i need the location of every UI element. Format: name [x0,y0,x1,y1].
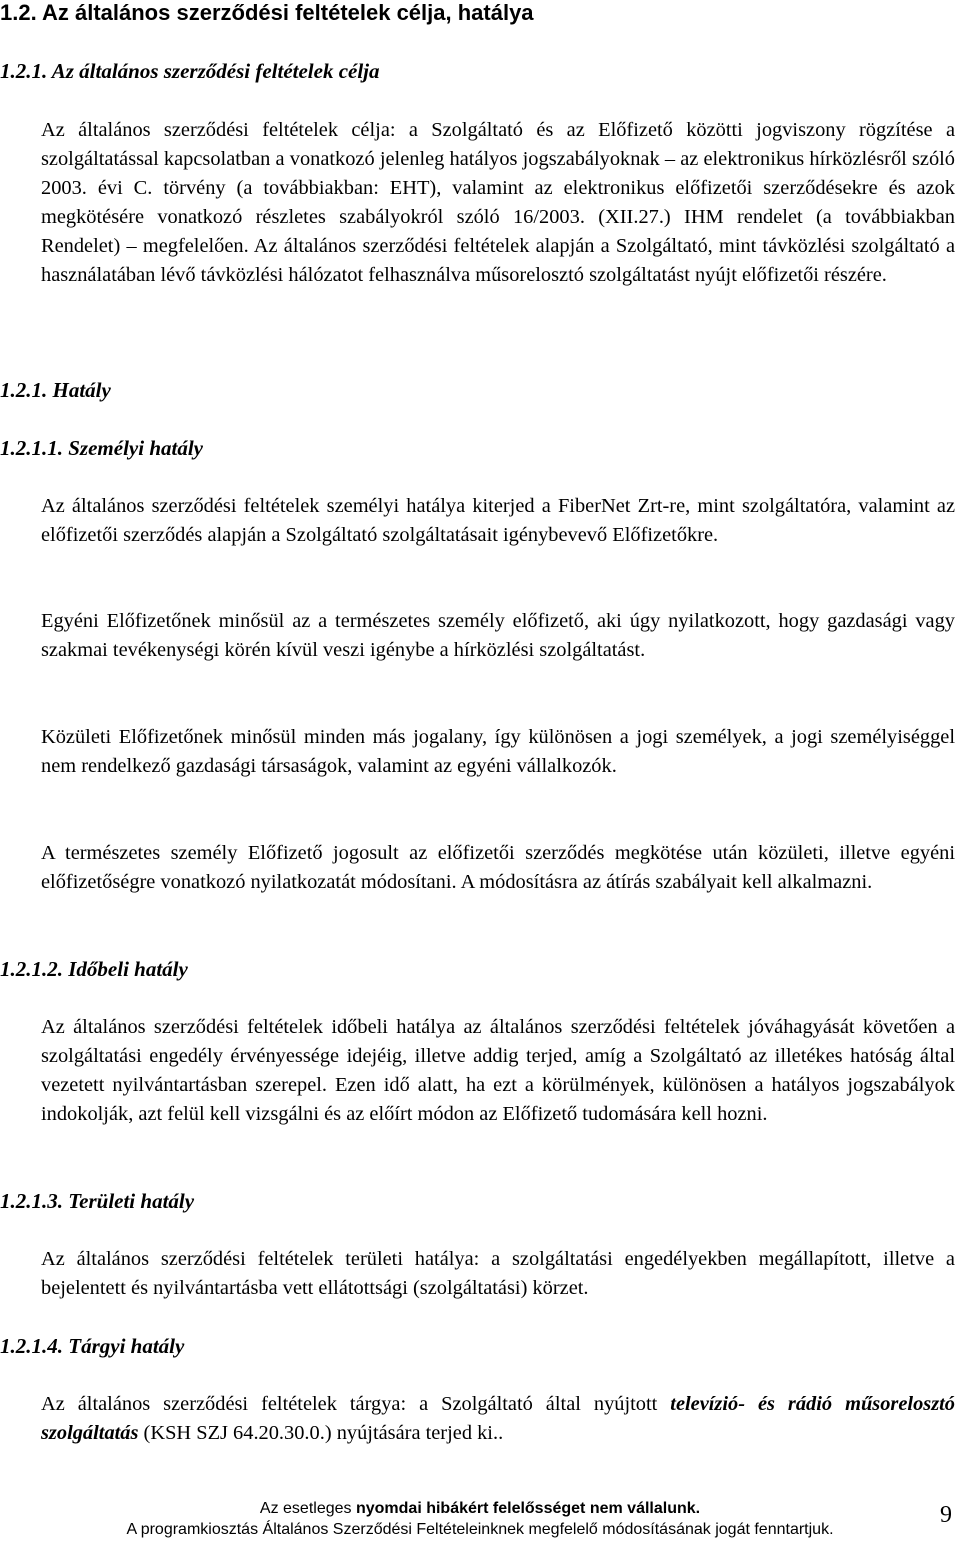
paragraph-szemelyi-1: Az általános szerződési feltételek személyi hatálya kiterjed a FiberNet Zrt-re, mint szolgáltatóra, valamint az előfizetői szerződés alapján a Szolgáltató szolgáltatásait igénybevevő Előfizetőkre. [41,495,955,546]
targyi-text-emphasis: televízió- és rádió műsorelosztó szolgáltatás [41,1393,955,1444]
footer-disclaimer [0,1499,960,1519]
paragraph-teruleti: Az általános szerződési feltételek területi hatálya: a szolgáltatási engedélyekben megállapított, illetve a bejelentett és nyilvántartásba vett ellátottsági (szolgáltatási) körzet. [41,1248,955,1299]
footer-program-notice: A programkiosztás Általános Szerződési Feltételeinknek megfelelő módosításának jogát fenntartjuk. [126,1521,834,1538]
footer-disclaimer-plain: Az esetleges [259,1500,356,1517]
footer-disclaimer-bold: nyomdai hibákért felelősséget nem vállalunk. [355,1500,701,1517]
heading-teruleti-hataly: 1.2.1.3. Területi hatály [0,1189,195,1213]
page-number: 9 [940,1502,952,1528]
paragraph-targyi [41,1390,955,1448]
subsection-heading-cel: 1.2.1. Az általános szerződési feltételek célja [0,59,380,83]
paragraph-szemelyi-2: Egyéni Előfizetőnek minősül az a természetes személy előfizető, aki úgy nyilatkozott, hogy gazdasági vagy szakmai tevékenységi körén kívül veszi igénybe a hírközlési szolgáltatást. [41,610,955,661]
heading-szemelyi-hataly: 1.2.1.1. Személyi hatály [0,436,203,460]
section-title: 1.2. Az általános szerződési feltételek célja, hatálya [0,0,534,25]
paragraph-szemelyi-3: Közületi Előfizetőnek minősül minden más jogalany, így különösen a jogi személyek, a jogi személyiséggel nem rendelkező gazdasági társaságok, valamint az egyéni vállalkozók. [41,726,955,777]
targyi-text-before: Az általános szerződési feltételek tárgya: a Szolgáltató által nyújtott [41,1393,671,1415]
paragraph-szemelyi-4: A természetes személy Előfizető jogosult az előfizetői szerződés megkötése után közületi, illetve egyéni előfizetőségre vonatkozó nyilatkozatát módosítani. A módosításra az átírás szabályait kell alkalmazni. [41,842,955,893]
heading-idobeli-hataly: 1.2.1.2. Időbeli hatály [0,957,188,981]
paragraph-cel: Az általános szerződési feltételek célja: a Szolgáltató és az Előfizető közötti jogviszony rögzítése a szolgáltatással kapcsolatban a vonatkozó jelenleg hatályos jogszabályoknak – az elektronikus hírközlésről szóló 2003. évi C. törvény (a továbbiakban: EHT), valamint az elektronikus előfizetői szerződésekre és azok megkötésére vonatkozó részletes szabályokról szóló 16/2003. (XII.27.) IHM rendelet (a továbbiakban Rendelet) – megfelelően. Az általános szerződési feltételek alapján a Szolgáltató, mint távközlési szolgáltató a használatában lévő távközlési hálózatot felhasználva műsorelosztó szolgáltatást nyújt előfizetői részére. [41,119,955,286]
targyi-text-after: (KSH SZJ 64.20.30.0.) nyújtására terjed ki.. [138,1422,504,1444]
paragraph-idobeli: Az általános szerződési feltételek időbeli hatálya az általános szerződési feltételek jóváhagyását követően a szolgáltatási engedély érvényessége idejéig, illetve addig terjed, amíg a Szolgáltató az illetékes hatóság által vezetett nyilvántartásban szerepel. Ezen idő alatt, ha ezt a körülmények, különösen a hatályos jogszabályok indokolják, azt felül kell vizsgálni és az előírt módon az Előfizető tudomására kell hozni. [41,1016,955,1125]
heading-targyi-hataly: 1.2.1.4. Tárgyi hatály [0,1334,185,1358]
subsection-heading-hataly: 1.2.1. Hatály [0,378,111,402]
